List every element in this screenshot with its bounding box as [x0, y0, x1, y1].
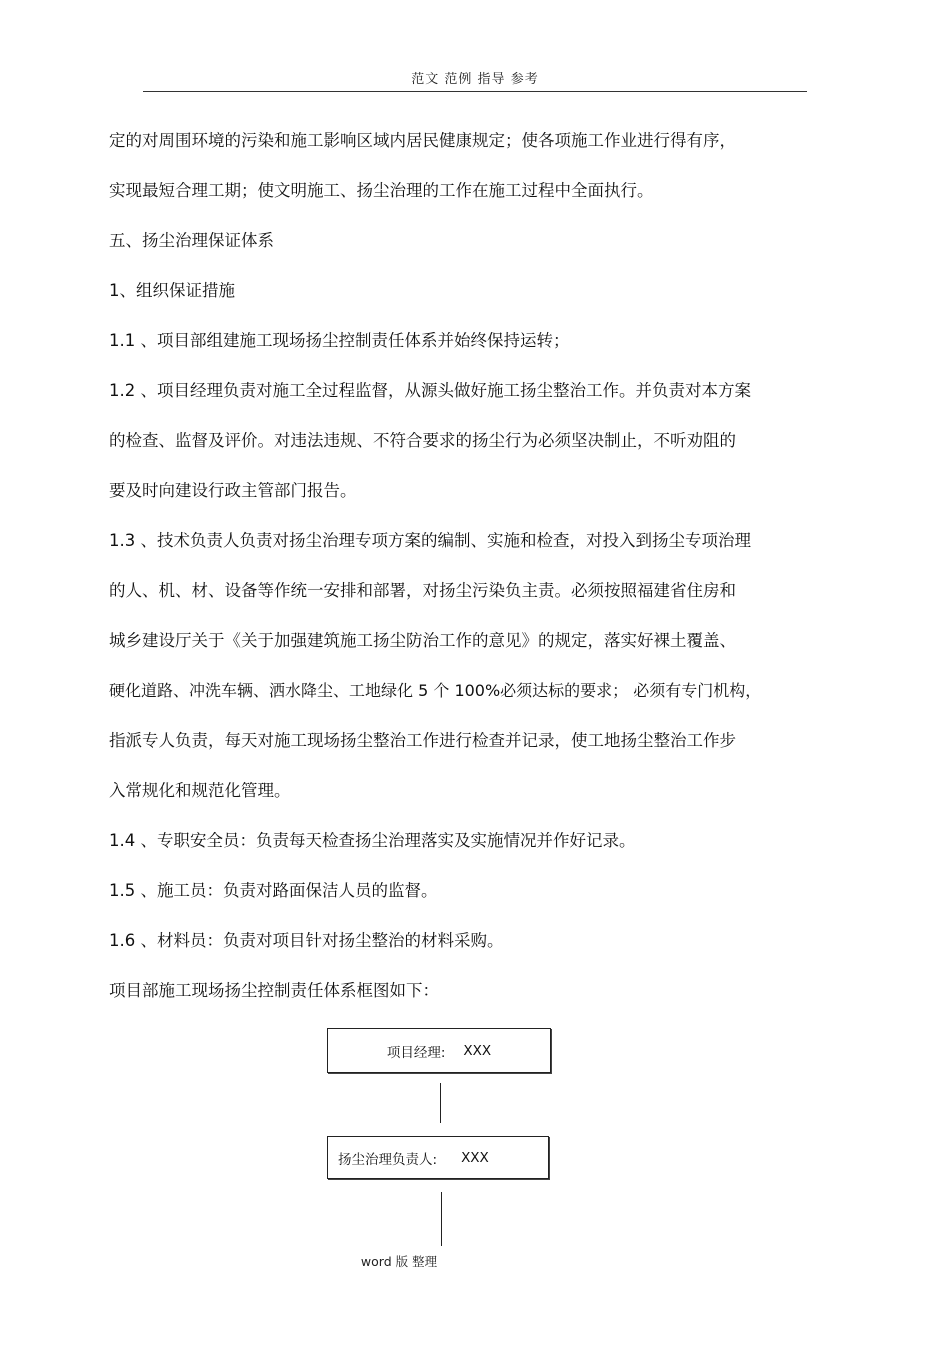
org-node-label: 项目经理:: [386, 1044, 446, 1061]
subsection-heading: 1、组织保证措施: [109, 281, 235, 300]
paragraph-line: 定的对周围环境的污染和施工影响区域内居民健康规定；使各项施工作业进行得有序，: [109, 131, 736, 150]
chart-intro: 项目部施工现场扬尘控制责任体系框图如下：: [109, 981, 439, 1000]
paragraph-line: 1.6 、材料员：负责对项目针对扬尘整治的材料采购。: [109, 931, 504, 950]
org-node-label: 扬尘治理负责人:: [338, 1151, 438, 1168]
paragraph-line: 1.1 、项目部组建施工现场扬尘控制责任体系并始终保持运转；: [109, 331, 570, 350]
paragraph-line: 1.5 、施工员：负责对路面保洁人员的监督。: [109, 881, 438, 900]
paragraph-line: 入常规化和规范化管理。: [109, 781, 291, 800]
org-connector: [441, 1192, 442, 1246]
page-header: 范文 范例 指导 参考: [411, 72, 539, 87]
paragraph-line: 要及时向建设行政主管部门报告。: [109, 481, 357, 500]
paragraph-line: 城乡建设厅关于《关于加强建筑施工扬尘防治工作的意见》的规定，落实好裸土覆盖、: [109, 631, 736, 650]
section-heading: 五、扬尘治理保证体系: [109, 231, 274, 250]
paragraph-line: 1.2 、项目经理负责对施工全过程监督，从源头做好施工扬尘整治工作。并负责对本方案: [109, 381, 751, 400]
paragraph-line: 硬化道路、冲洗车辆、洒水降尘、工地绿化 5 个 100%必须达标的要求； 必须有专门机构，: [109, 681, 762, 700]
paragraph-line: 的检查、监督及评价。对违法违规、不符合要求的扬尘行为必须坚决制止，不听劝阻的: [109, 431, 736, 450]
org-node-dust-manager: [327, 1136, 549, 1179]
org-node-value: XXX: [463, 1042, 492, 1059]
paragraph-line: 指派专人负责，每天对施工现场扬尘整治工作进行检查并记录，使工地扬尘整治工作步: [109, 731, 736, 750]
header-rule: [143, 91, 807, 92]
org-node-project-manager: [327, 1028, 551, 1073]
org-node-value: XXX: [461, 1149, 489, 1166]
paragraph-line: 1.3 、技术负责人负责对扬尘治理专项方案的编制、实施和检查，对投入到扬尘专项治理: [109, 531, 751, 550]
paragraph-line: 实现最短合理工期；使文明施工、扬尘治理的工作在施工过程中全面执行。: [109, 181, 654, 200]
page-footer: word 版 整理: [360, 1254, 438, 1269]
paragraph-line: 1.4 、专职安全员：负责每天检查扬尘治理落实及实施情况并作好记录。: [109, 831, 636, 850]
org-connector: [440, 1083, 441, 1123]
paragraph-line: 的人、机、材、设备等作统一安排和部署，对扬尘污染负主责。必须按照福建省住房和: [109, 581, 736, 600]
